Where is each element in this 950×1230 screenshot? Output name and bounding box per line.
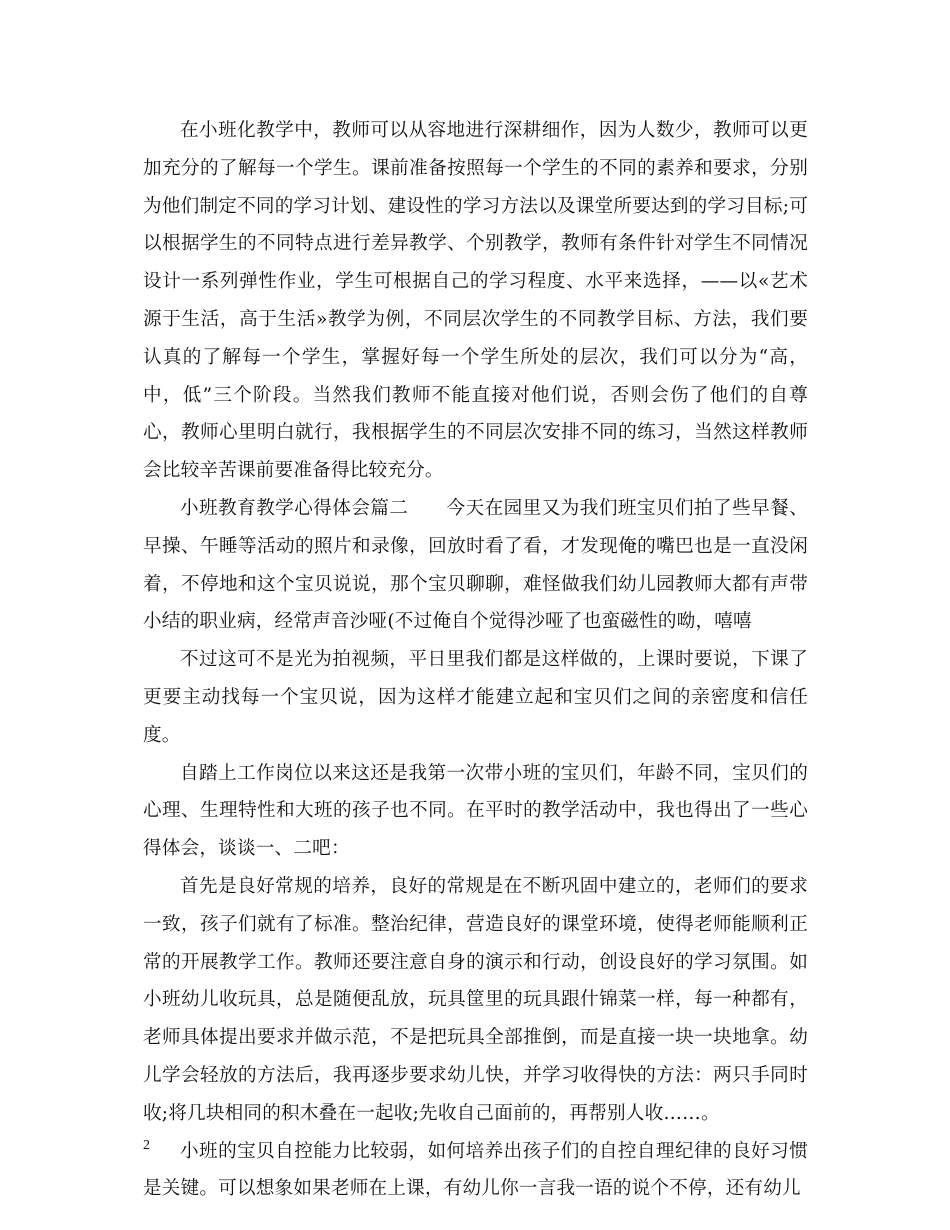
paragraph-2: 小班教育教学心得体会篇二 今天在园里又为我们班宝贝们拍了些早餐、早操、午睡等活动的照片和录像，回放时看了看，才发现俺的嘴巴也是一直没闲着，不停地和这个宝贝说说，那个宝贝聊聊，难怪做我们幼儿园教师大都有声带小结的职业病，经常声音沙哑(不过俺自个觉得沙哑了也蛮磁性的呦，嘻嘻: [143, 497, 808, 633]
paragraph-6: 小班的宝贝自控能力比较弱，如何培养出孩子们的自控自理纪律的良好习惯是关键。可以想象如果老师在上课，有幼儿你一言我一语的说个不停，还有幼儿: [143, 1140, 808, 1200]
paragraph-3: 不过这可不是光为拍视频，平日里我们都是这样做的，上课时要说，下课了更要主动找每一个宝贝说，因为这样才能建立起和宝贝们之间的亲密度和信任度。: [143, 649, 808, 746]
paragraph-4: 自踏上工作岗位以来这还是我第一次带小班的宝贝们，年龄不同，宝贝们的心理、生理特性和大班的孩子也不同。在平时的教学活动中，我也得出了一些心得体会，谈谈一、二吧：: [143, 762, 808, 860]
body-text: [143, 112, 808, 1208]
paragraph-1: 在小班化教学中，教师可以从容地进行深耕细作，因为人数少，教师可以更加充分的了解每一个学生。课前准备按照每一个学生的不同的素养和要求，分别为他们制定不同的学习计划、建设性的学习方法以及课堂所要达到的学习目标;可以根据学生的不同特点进行差异教学、个别教学，教师有条件针对学生不同情况设计一系列弹性作业，学生可根据自己的学习程度、水平来选择，——以«艺术源于生活，高于生活»教学为例，不同层次学生的不同教学目标、方法，我们要认真的了解每一个学生，掌握好每一个学生所处的层次，我们可以分为“高，中，低”三个阶段。当然我们教师不能直接对他们说，否则会伤了他们的自尊心，教师心里明白就行，我根据学生的不同层次安排不同的练习，当然这样教师会比较辛苦课前要准备得比较充分。: [143, 120, 808, 482]
paragraph-5: 首先是良好常规的培养，良好的常规是在不断巩固中建立的，老师们的要求一致，孩子们就有了标准。整治纪律，营造良好的课堂环境，使得老师能顺利正常的开展教学工作。教师还要注意自身的演示和行动，创设良好的学习氛围。如小班幼儿收玩具，总是随便乱放，玩具筐里的玩具跟什锦菜一样，每一种都有，老师具体提出要求并做示范，不是把玩具全部推倒，而是直接一块一块地拿。幼儿学会轻放的方法后，我再逐步要求幼儿快，并学习收得快的方法：两只手同时收;将几块相同的积木叠在一起收;先收自己面前的，再帮别人收……。: [143, 875, 808, 1124]
page-number: 2: [143, 1138, 150, 1153]
